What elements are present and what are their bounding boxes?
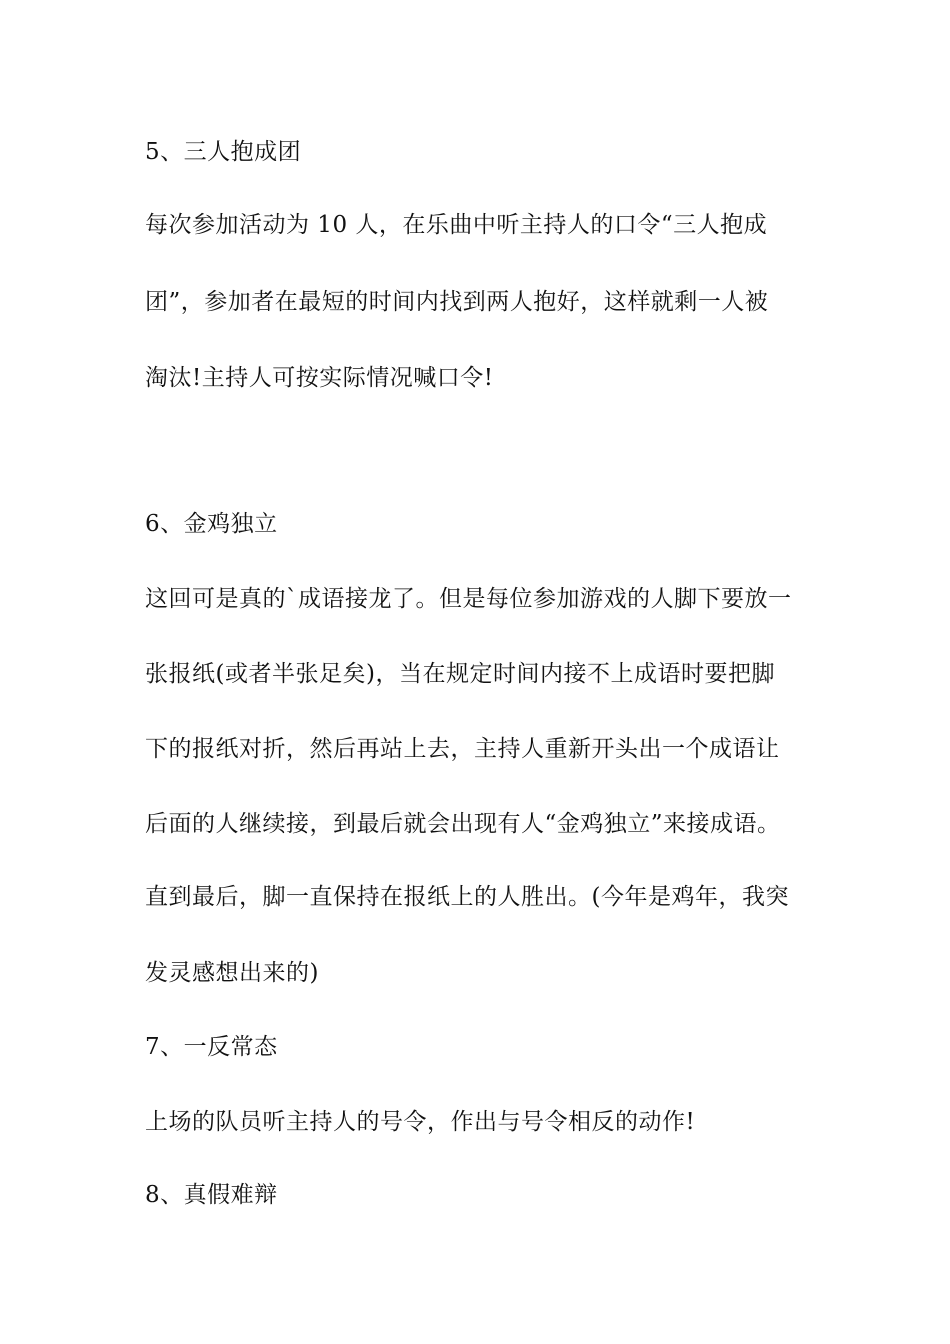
- section-heading-8: 8、真假难辩: [145, 1182, 278, 1208]
- paragraph-line: 张报纸(或者半张足矣)，当在规定时间内接不上成语时要把脚: [145, 661, 775, 687]
- paragraph-line: 每次参加活动为 10 人，在乐曲中听主持人的口令“三人抱成: [145, 212, 768, 238]
- paragraph-line: 淘汰!主持人可按实际情况喊口令!: [145, 365, 494, 391]
- paragraph-line: 后面的人继续接，到最后就会出现有人“金鸡独立”来接成语。: [145, 811, 781, 837]
- section-heading-7: 7、一反常态: [145, 1034, 278, 1060]
- paragraph-line: 团”，参加者在最短的时间内找到两人抱好，这样就剩一人被: [145, 289, 769, 315]
- section-heading-6: 6、金鸡独立: [145, 511, 278, 537]
- paragraph-line: 这回可是真的`成语接龙了。但是每位参加游戏的人脚下要放一: [145, 586, 792, 612]
- section-heading-5: 5、三人抱成团: [145, 139, 302, 165]
- paragraph-line: 下的报纸对折，然后再站上去，主持人重新开头出一个成语让: [145, 736, 780, 762]
- paragraph-line: 发灵感想出来的): [145, 960, 319, 986]
- paragraph-line: 直到最后，脚一直保持在报纸上的人胜出。(今年是鸡年，我突: [145, 884, 789, 910]
- paragraph-line: 上场的队员听主持人的号令，作出与号令相反的动作!: [145, 1109, 696, 1135]
